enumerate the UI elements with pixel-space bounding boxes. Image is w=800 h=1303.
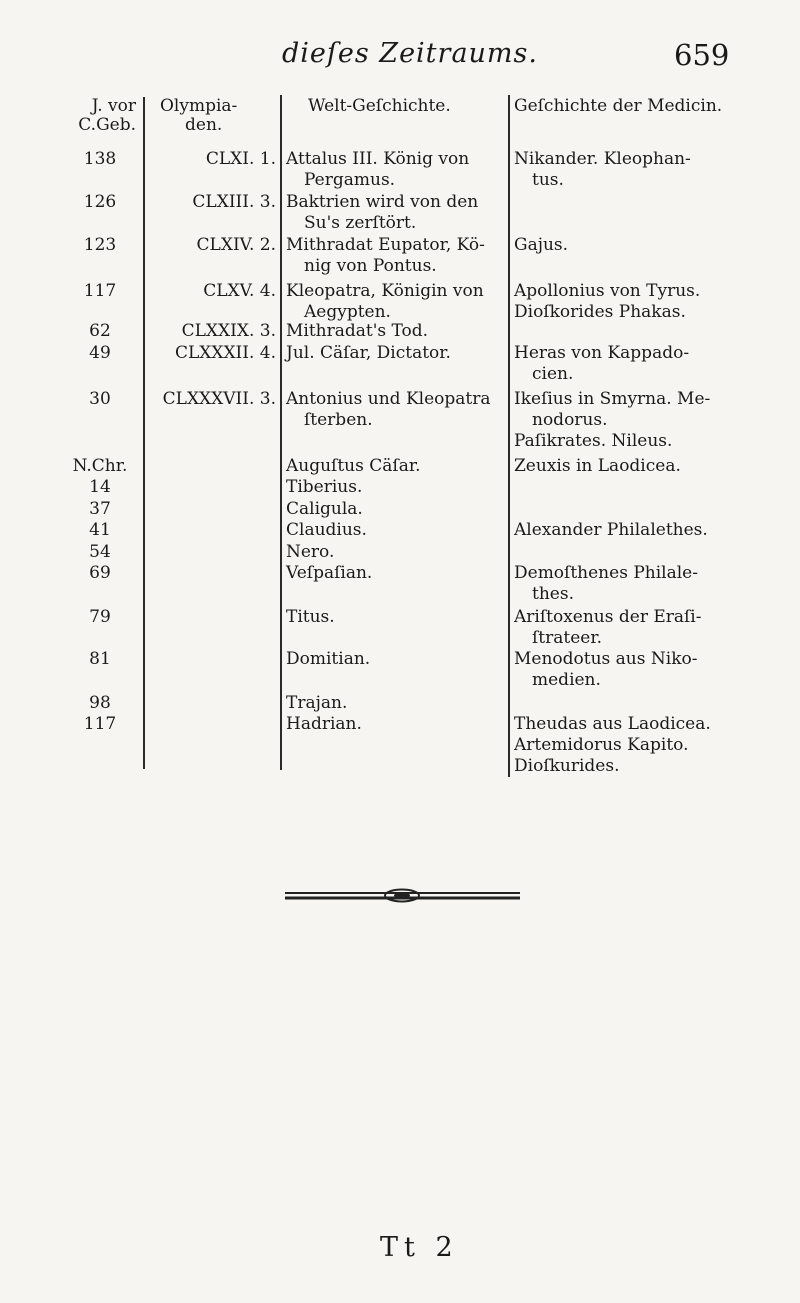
year-cell: 14 — [89, 477, 111, 497]
year-cell: N.Chr. — [72, 456, 128, 476]
year-cell: 138 — [83, 149, 117, 169]
medicine-history-line: Theudas aus Laodicea. — [514, 714, 711, 734]
col-head-olympiad-line1: Olympia- — [160, 96, 238, 116]
world-history-line: ſterben. — [304, 410, 373, 430]
medicine-history-line: Zeuxis in Laodicea. — [514, 456, 681, 476]
col-head-medicine-history: Geſchichte der Medicin. — [514, 96, 723, 116]
world-history-line: Su's zerſtört. — [304, 213, 417, 233]
year-cell: 54 — [89, 542, 111, 562]
medicine-history-line: Menodotus aus Niko- — [514, 649, 698, 669]
year-cell: 117 — [83, 281, 117, 301]
medicine-history-line: Gajus. — [514, 235, 569, 255]
world-history-line: Pergamus. — [304, 170, 396, 190]
olympiad-cell: CLXV. 4. — [203, 281, 276, 301]
medicine-history-line: Alexander Philalethes. — [514, 520, 708, 540]
medicine-history-line: Ikeſius in Smyrna. Me- — [514, 389, 711, 409]
olympiad-cell: CLXXXVII. 3. — [162, 389, 276, 409]
world-history-line: Domitian. — [286, 649, 371, 669]
year-cell: 123 — [83, 235, 117, 255]
col-head-world-history: Welt-Geſchichte. — [308, 96, 451, 116]
olympiad-cell: CLXIII. 3. — [192, 192, 276, 212]
world-history-line: Nero. — [286, 542, 335, 562]
medicine-history-line: ſtrateer. — [532, 628, 603, 648]
world-history-line: nig von Pontus. — [304, 256, 437, 276]
world-history-line: Veſpaſian. — [286, 563, 373, 583]
year-cell: 79 — [89, 607, 111, 627]
world-history-line: Mithradat Eupator, Kö- — [286, 235, 485, 255]
world-history-line: Auguſtus Cäſar. — [286, 456, 421, 476]
column-rule-2 — [280, 95, 282, 770]
olympiad-cell: CLXIV. 2. — [196, 235, 276, 255]
medicine-history-line: Demoſthenes Philale- — [514, 563, 698, 583]
world-history-line: Aegypten. — [304, 302, 391, 322]
year-cell: 126 — [83, 192, 117, 212]
year-cell: 30 — [89, 389, 111, 409]
world-history-line: Antonius und Kleopatra — [286, 389, 491, 409]
medicine-history-line: cien. — [532, 364, 574, 384]
medicine-history-line: Artemidorus Kapito. — [514, 735, 689, 755]
medicine-history-line: Paſikrates. Nileus. — [514, 431, 673, 451]
col-head-year-line2: C.Geb. — [78, 115, 136, 135]
world-history-line: Baktrien wird von den — [286, 192, 479, 212]
medicine-history-line: Nikander. Kleophan- — [514, 149, 691, 169]
world-history-line: Mithradat's Tod. — [286, 321, 429, 341]
world-history-line: Caligula. — [286, 499, 363, 519]
medicine-history-line: nodorus. — [532, 410, 608, 430]
world-history-line: Jul. Cäſar, Dictator. — [286, 343, 451, 363]
year-cell: 69 — [89, 563, 111, 583]
world-history-line: Hadrian. — [286, 714, 362, 734]
col-head-olympiad-line2: den. — [185, 115, 223, 135]
olympiad-cell: CLXXXII. 4. — [174, 343, 276, 363]
column-rule-1 — [143, 97, 145, 769]
year-cell: 37 — [89, 499, 111, 519]
world-history-line: Claudius. — [286, 520, 367, 540]
world-history-line: Attalus III. König von — [286, 149, 470, 169]
year-cell: 117 — [83, 714, 117, 734]
signature-mark: Tt 2 — [380, 1232, 459, 1263]
medicine-history-line: medien. — [532, 670, 601, 690]
col-head-year-line1: J. vor — [91, 96, 136, 116]
col-head-olympiad — [160, 97, 237, 135]
year-cell: 62 — [89, 321, 111, 341]
year-cell: 49 — [89, 343, 111, 363]
col-head-year — [62, 97, 136, 135]
medicine-history-line: Dioſkurides. — [514, 756, 620, 776]
column-rule-3 — [508, 95, 510, 777]
year-cell: 81 — [89, 649, 111, 669]
medicine-history-line: Ariſtoxenus der Eraſi- — [514, 607, 702, 627]
medicine-history-line: Dioſkorides Phakas. — [514, 302, 686, 322]
olympiad-cell: CLXI. 1. — [205, 149, 276, 169]
page-number: 659 — [674, 38, 730, 72]
world-history-line: Tiberius. — [286, 477, 363, 497]
medicine-history-line: thes. — [532, 584, 574, 604]
ornament-divider-icon — [285, 885, 520, 907]
world-history-line: Titus. — [286, 607, 335, 627]
world-history-line: Trajan. — [286, 693, 348, 713]
medicine-history-line: Apollonius von Tyrus. — [514, 281, 701, 301]
year-cell: 41 — [89, 520, 111, 540]
running-head: dieſes Zeitraums. — [282, 38, 538, 69]
year-cell: 98 — [89, 693, 111, 713]
medicine-history-line: Heras von Kappado- — [514, 343, 690, 363]
medicine-history-line: tus. — [532, 170, 564, 190]
olympiad-cell: CLXXIX. 3. — [181, 321, 276, 341]
world-history-line: Kleopatra, Königin von — [286, 281, 484, 301]
